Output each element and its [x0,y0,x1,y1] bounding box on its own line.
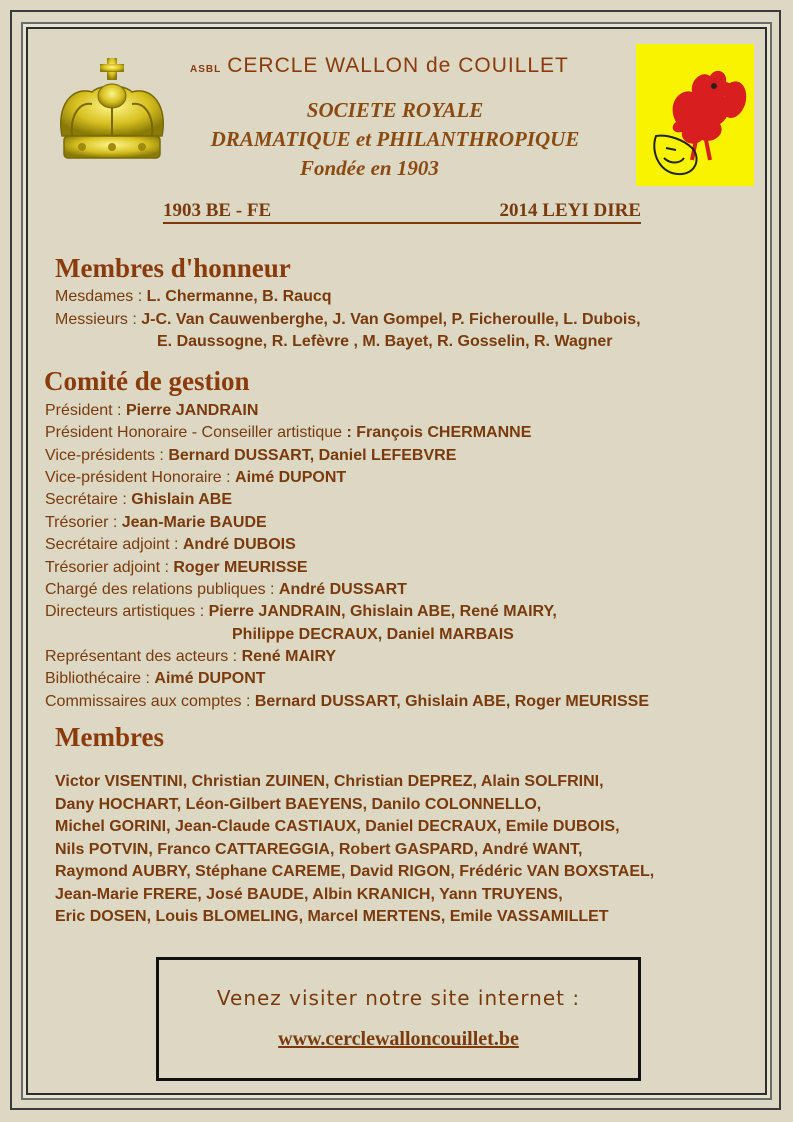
year-left: 1903 BE - FE [163,200,272,221]
asbl-label: ASBL [190,64,222,75]
committee-heading: Comité de gestion [44,366,250,396]
committee-row [45,670,266,688]
committee-row [45,469,346,487]
committee-person: André DUSSART [278,581,407,598]
committee-row [45,536,296,554]
honor-messieurs [55,311,641,329]
honor-members-heading: Membres d'honneur [55,253,291,283]
members-heading: Membres [55,722,164,752]
committee-person: Aimé DUPONT [154,670,266,687]
subtitle-royal: SOCIETE ROYALE [306,98,484,122]
mesdames-names: L. Chermanne, B. Raucq [146,288,332,305]
walloon-rooster-flag-icon [636,44,754,186]
committee-role: Trésorier : [45,514,122,531]
committee-person: Roger MEURISSE [173,559,308,576]
committee-person: Jean-Marie BAUDE [121,514,267,531]
organization-name: CERCLE WALLON de COUILLET [227,54,569,77]
organization-title [190,54,610,78]
committee-person: Pierre JANDRAIN [125,402,259,419]
member-line: Victor VISENTINI, Christian ZUINEN, Christian DEPREZ, Alain SOLFRINI, [55,773,604,790]
committee-role: Vice-présidents : [45,447,169,464]
member-line: Eric DOSEN, Louis BLOMELING, Marcel MERTENS, Emile VASSAMILLET [55,908,609,925]
website-link[interactable]: www.cerclewalloncouillet.be [278,1028,519,1050]
years-banner [163,200,641,224]
committee-role: Représentant des acteurs : [45,648,242,665]
committee-row [45,559,308,577]
honor-mesdames [55,288,332,306]
member-line: Nils POTVIN, Franco CATTAREGGIA, Robert GASPARD, André WANT, [55,840,583,858]
honor-messieurs-cont [157,333,613,351]
committee-role: Trésorier adjoint : [45,559,174,576]
committee-person: René MAIRY [241,648,337,665]
committee-person: Bernard DUSSART, Ghislain ABE, Roger MEURISSE [254,693,649,710]
year-right: 2014 LEYI DIRE [499,200,641,221]
committee-role: Chargé des relations publiques : [45,581,279,598]
committee-person: Ghislain ABE [131,491,233,508]
member-line: Michel GORINI, Jean-Claude CASTIAUX, Daniel DECRAUX, Emile DUBOIS, [55,818,620,835]
committee-role: Secrétaire : [45,491,132,508]
member-line: Raymond AUBRY, Stéphane CAREME, David RIGON, Frédéric VAN BOXSTAEL, [55,863,655,880]
website-label: Venez visiter notre site internet : [216,986,581,1010]
committee-person: Philippe DECRAUX, Daniel MARBAIS [232,626,514,643]
committee-person: Pierre JANDRAIN, Ghislain ABE, René MAIRY, [208,603,557,620]
messieurs-names-1: J-C. Van Cauwenberghe, J. Van Gompel, P. Ficheroulle, L. Dubois, [141,311,641,328]
committee-row [45,648,336,666]
committee-person: : François CHERMANNE [346,424,532,441]
committee-person: Aimé DUPONT [235,469,347,486]
member-line: Jean-Marie FRERE, José BAUDE, Albin KRANICH, Yann TRUYENS, [55,885,563,903]
messieurs-names-2: E. Daussogne, R. Lefèvre , M. Bayet, R. Gosselin, R. Wagner [157,333,613,350]
committee-role: Commissaires aux comptes : [45,693,255,710]
committee-row [45,693,649,711]
committee-row [45,603,557,621]
committee-role: Bibliothécaire : [45,670,155,687]
committee-person: Bernard DUSSART, Daniel LEFEBVRE [168,447,457,464]
founded-date: Fondée en 1903 [300,156,439,180]
subtitle-dramatic: DRAMATIQUE et PHILANTHROPIQUE [210,127,580,151]
website-box [156,957,641,1081]
messieurs-label: Messieurs : [55,311,142,328]
committee-person: André DUBOIS [182,536,296,553]
committee-role: Directeurs artistiques : [45,603,209,620]
members-list [55,771,654,929]
committee-row [45,402,258,420]
committee-row [45,581,407,599]
committee-row [232,626,514,644]
committee-row [45,424,531,442]
committee-role: Vice-président Honoraire : [45,469,236,486]
committee-row [45,514,267,532]
member-line: Dany HOCHART, Léon-Gilbert BAEYENS, Danilo COLONNELLO, [55,795,542,813]
committee-role: Président : [45,402,126,419]
committee-role: Secrétaire adjoint : [45,536,183,553]
committee-row [45,491,232,509]
committee-row [45,447,456,465]
committee-role: Président Honoraire - Conseiller artistique [45,424,347,441]
mesdames-label: Mesdames : [55,288,147,305]
